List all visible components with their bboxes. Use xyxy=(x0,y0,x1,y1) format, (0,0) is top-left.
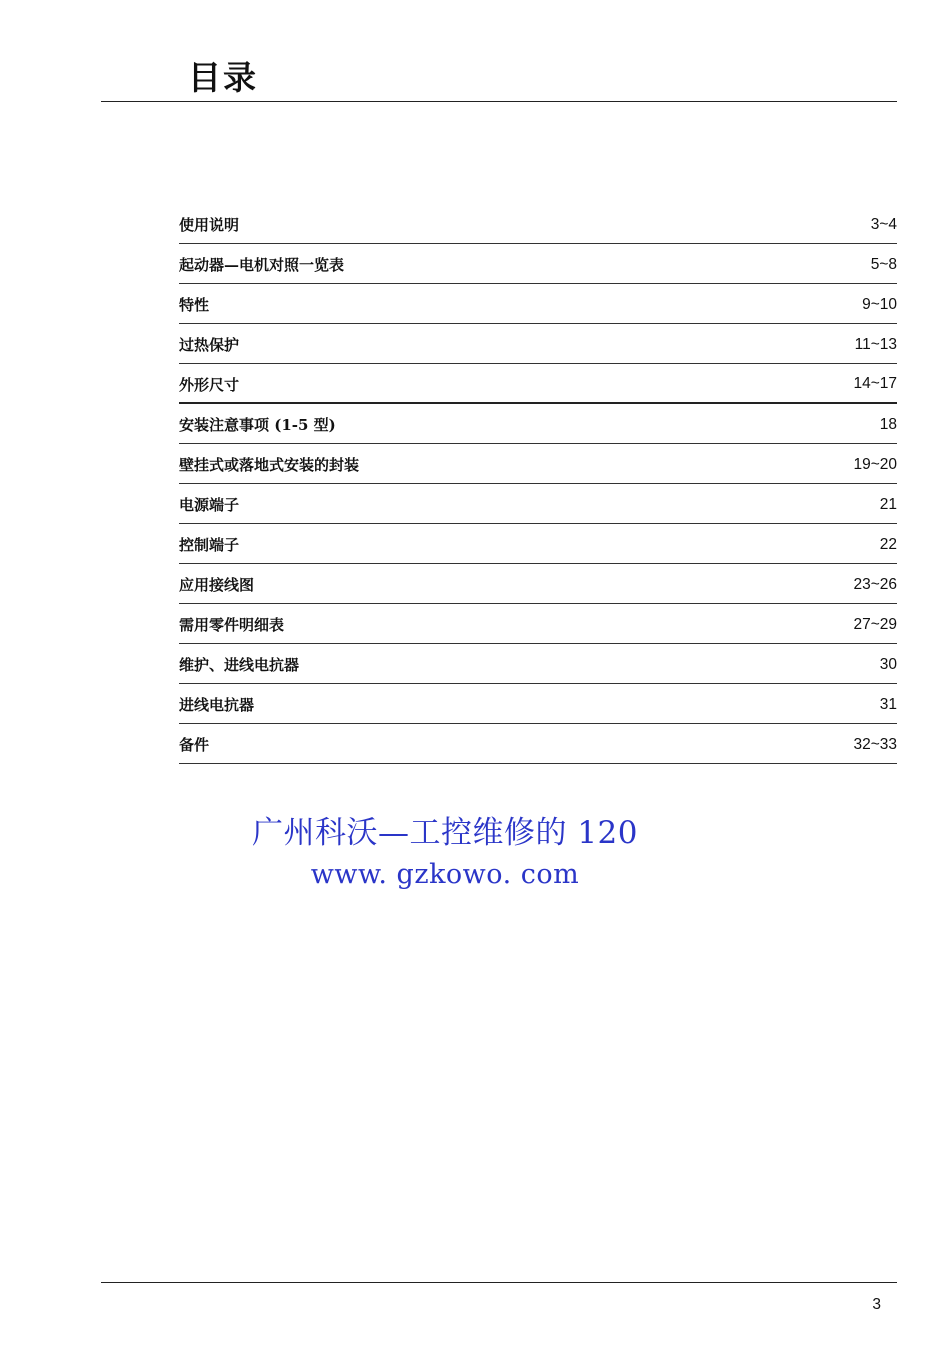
toc-entry-page: 18 xyxy=(879,415,897,433)
toc-entry-label: 备件 xyxy=(179,736,210,754)
toc-entry-page: 21 xyxy=(879,495,897,513)
toc-row[interactable] xyxy=(179,244,897,284)
watermark-company-text: 广州科沃—工控维修的 120 xyxy=(251,815,639,851)
toc-row[interactable] xyxy=(179,444,897,484)
page-title: 目录 xyxy=(188,58,258,97)
toc-row[interactable] xyxy=(179,604,897,644)
toc-entry-label: 外形尺寸 xyxy=(179,375,240,394)
toc-entry-label: 应用接线图 xyxy=(179,576,255,594)
toc-row[interactable] xyxy=(179,564,897,604)
toc-row[interactable] xyxy=(179,524,897,564)
toc-row[interactable] xyxy=(179,724,897,764)
toc-entry-label: 安装注意事项 (1-5 型) xyxy=(179,416,336,434)
toc-entry-page: 31 xyxy=(879,695,897,713)
toc-entry-page: 30 xyxy=(879,655,897,673)
toc-row[interactable] xyxy=(179,284,897,324)
toc-row[interactable] xyxy=(179,204,897,244)
toc-entry-label: 电源端子 xyxy=(179,496,240,514)
footer-divider xyxy=(101,1282,897,1283)
toc-entry-page: 5~8 xyxy=(870,255,897,273)
table-of-contents xyxy=(179,204,897,764)
toc-entry-label: 特性 xyxy=(179,296,210,314)
toc-row[interactable] xyxy=(179,404,897,444)
page-number: 3 xyxy=(872,1296,881,1313)
toc-entry-label: 维护、进线电抗器 xyxy=(179,656,300,674)
toc-entry-page: 11~13 xyxy=(854,335,897,353)
toc-entry-page: 22 xyxy=(879,535,897,553)
toc-entry-label: 过热保护 xyxy=(179,336,240,354)
title-divider xyxy=(101,101,897,102)
toc-entry-page: 32~33 xyxy=(853,735,897,753)
toc-entry-page: 19~20 xyxy=(853,455,897,473)
watermark-website-link[interactable]: www. gzkowo. com xyxy=(310,859,580,890)
toc-row[interactable] xyxy=(179,484,897,524)
toc-entry-page: 3~4 xyxy=(870,215,897,233)
toc-entry-label: 需用零件明细表 xyxy=(179,616,285,634)
toc-entry-label: 控制端子 xyxy=(179,536,240,554)
toc-entry-page: 27~29 xyxy=(853,615,897,633)
toc-entry-label: 壁挂式或落地式安装的封装 xyxy=(179,456,360,474)
toc-row[interactable] xyxy=(179,644,897,684)
toc-entry-page: 9~10 xyxy=(862,295,897,313)
toc-row[interactable] xyxy=(179,324,897,364)
toc-entry-label: 进线电抗器 xyxy=(179,696,255,714)
toc-entry-label: 起动器—电机对照一览表 xyxy=(179,256,345,274)
toc-entry-page: 14~17 xyxy=(853,375,897,392)
toc-entry-page: 23~26 xyxy=(853,575,897,593)
toc-row[interactable] xyxy=(179,684,897,724)
toc-entry-label: 使用说明 xyxy=(179,216,240,234)
toc-row[interactable] xyxy=(179,364,897,404)
